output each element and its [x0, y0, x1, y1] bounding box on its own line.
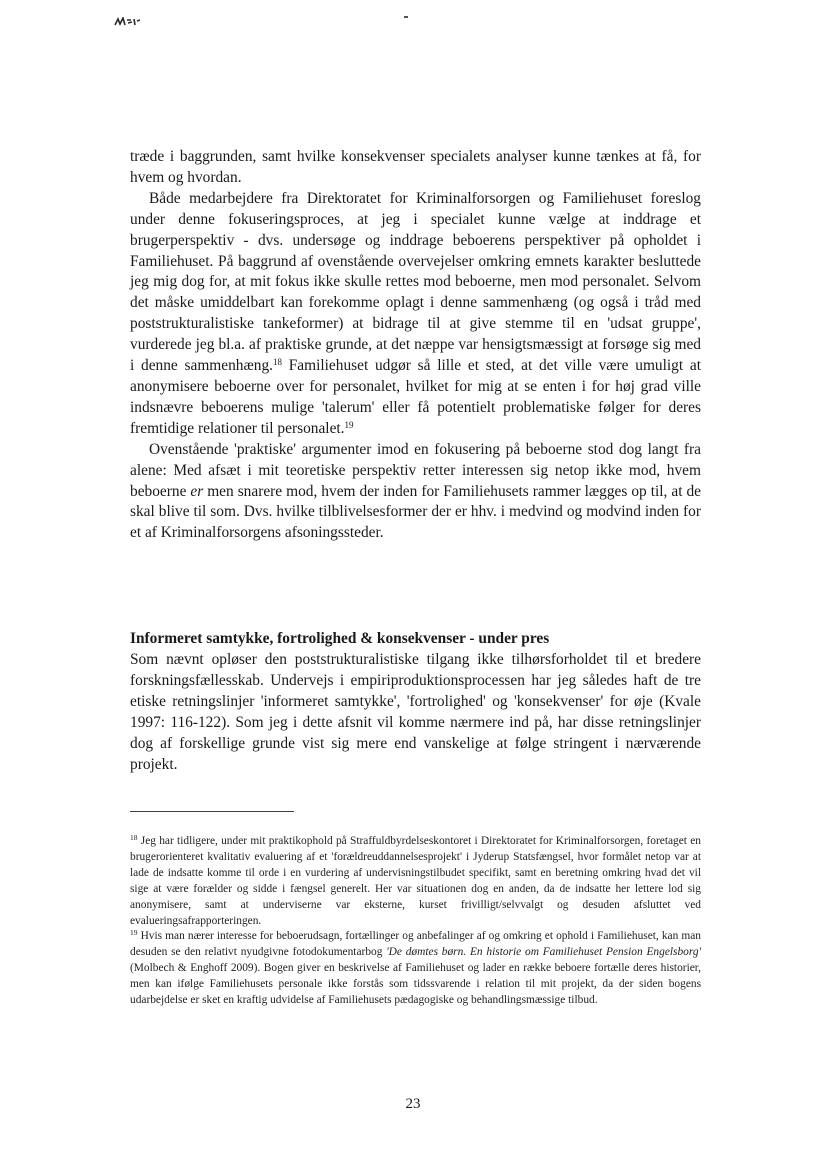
paragraph-text: Ovenstående 'praktiske' argumenter imod en fokusering på beboerne stod dog langt fra alene: Med afsæt i mit teoretiske perspektiv retter interessen sig netop ikke mod, hvem beboerne — [130, 440, 701, 500]
paragraph-text: Både medarbejdere fra Direktoratet for Kriminalforsorgen og Familiehuset foreslog under denne fokuseringsproces, at jeg i specialet kunne vælge at inddrage et brugerperspektiv - dvs. undersøge og inddrage beboerens perspektiver på opholdet i Familiehuset. På baggrund af ovenstående overvejelser omkring emnets karakter besluttede jeg mig dog for, at mit fokus ikke skulle rettes mod beboerne, men mod personalet. Selvom det måske umiddelbart kan forekomme oplagt i denne sammenhæng (og også i tråd med poststrukturalistiske tankeformer) at bidrage til at give stemme til en 'udsat gruppe', vurderede jeg bl.a. af praktiske grunde, at det næppe var hensigtsmæssigt at forsøge sig med i denne sammenhæng. — [130, 189, 701, 375]
main-text — [130, 147, 701, 544]
footnote-ref-18[interactable]: 18 — [273, 357, 282, 368]
scan-artifact-dot — [404, 16, 408, 18]
footnote-19 — [130, 929, 701, 1009]
footnote-number: 19 — [130, 928, 138, 938]
footnote-ref-19[interactable]: 19 — [344, 419, 354, 430]
paragraph-text: træde i baggrunden, samt hvilke konsekvenser specialets analyser kunne tænkes at få, for hvem og hvordan. — [130, 148, 701, 186]
paragraph-text: men snarere mod, hvem der inden for Familiehusets rammer lægges op til, at de skal blive til som. Dvs. hvilke tilblivelsesformer der er hhv. i medvind og modvind inden for et af Kriminalforsorgens afsoningssteder. — [130, 482, 701, 542]
footnote-text: Jeg har tidligere, under mit praktikophold på Straffuldbyrdelseskontoret i Direktoratet for Kriminalforsorgen, foretaget en brugerorienteret kvalitativ evaluering af et 'forældreuddannelsesprojekt' i Jyderup Statsfængsel, hvor formålet netop var at lade de indsatte komme til orde i en vurdering af undervisningstilbudet specifikt, samt en beretning omkring hvad det vil sige at være forælder og sidde i fængsel generelt. Her var situationen dog en anden, da de indsatte her lettere lod sig anonymisere, samt at underviserne var eksterne, kurset frivilligt/selvvalgt og desuden afsluttet ved evalueringsafrapporteringen. — [130, 835, 701, 927]
paragraph-brugerperspektiv — [130, 189, 701, 440]
paragraph-text: Familiehuset udgør så lille et sted, at det ville være umuligt at anonymisere beboerne over for personalet, hvilket for mig at se enten i for høj grad ville indsnævre beboerens mulige 'talerum' eller få potentielt problematiske følger for deres fremtidige relationer til personalet. — [130, 357, 701, 437]
footnote-number: 18 — [130, 833, 138, 842]
scan-artifact-mark — [114, 14, 142, 24]
section-body — [130, 650, 701, 775]
book-title: 'De dømtes børn. En historie om Familiehuset Pension Engelsborg' — [386, 946, 701, 959]
emphasis-text: er — [190, 482, 204, 500]
footnote-text: Hvis man nærer interesse for beboerudsagn, fortællinger og anbefalinger af og omkring et ophold i Familiehuset, kan man desuden se den relativt nyudgivne fotodokumentarbog — [130, 930, 701, 959]
section-heading: Informeret samtykke, fortrolighed & konsekvenser - under pres — [130, 630, 550, 647]
footnote-divider — [130, 811, 294, 812]
paragraph-praktiske-argumenter — [130, 440, 701, 545]
page-number: 23 — [405, 1096, 421, 1112]
footnote-text: (Molbech & Enghoff 2009). Bogen giver en beskrivelse af Familiehuset og lader en række beboere fortælle deres historier, men kan ifølge Familiehusets personale ikke forstås som tidssvarende i relation til mit projekt, da der siden bogens udarbejdelse er sket en kraftig udvidelse af Familiehusets pædagogiske og behandlingsmæssige tilbud. — [130, 962, 701, 1007]
footnotes — [130, 834, 701, 1009]
paragraph-continuation — [130, 147, 701, 189]
footnote-18 — [130, 834, 701, 929]
section-paragraph: Som nævnt opløser den poststrukturalistiske tilgang ikke tilhørsforholdet til et bredere forskningsfællesskab. Undervejs i empiriproduktionsprocessen har jeg således haft de tre etiske retningslinjer 'informeret samtykke', 'fortrolighed' og 'konsekvenser' for øje (Kvale 1997: 116-122). Som jeg i dette afsnit vil komme nærmere ind på, har disse retningslinjer dog af forskellige grunde vist sig mere end vanskelige at følge stringent i nærværende projekt. — [130, 651, 701, 773]
